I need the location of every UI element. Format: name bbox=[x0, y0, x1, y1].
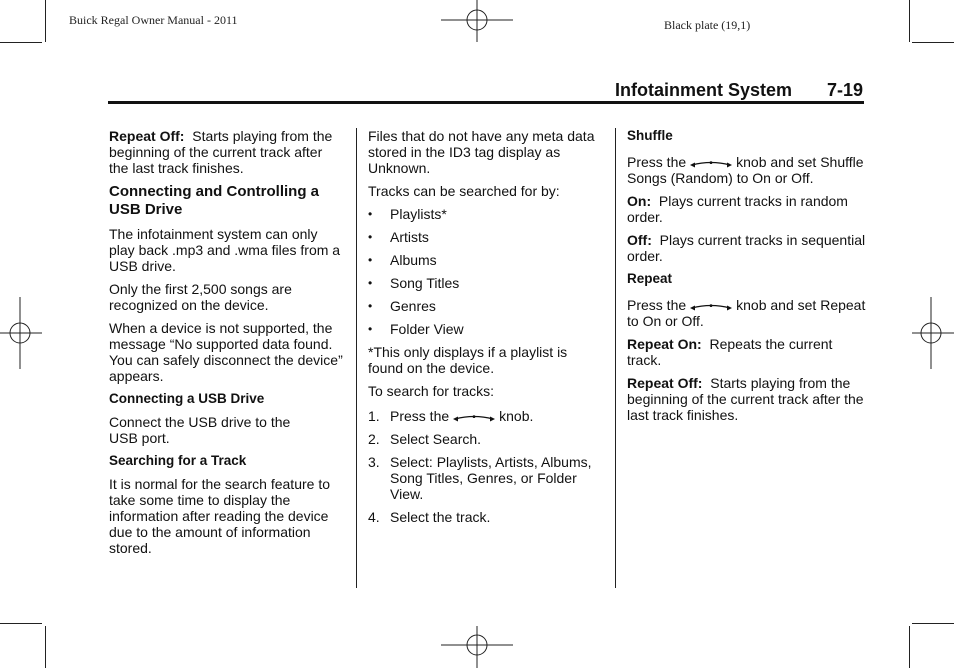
shuffle-on-para bbox=[627, 193, 867, 225]
section-title: Infotainment System bbox=[615, 80, 793, 100]
search-category-item: • Genres bbox=[368, 298, 606, 314]
shuffle-para bbox=[627, 154, 867, 186]
repeat-on-label: Repeat On: bbox=[627, 336, 702, 352]
search-by-para: Tracks can be searched for by: bbox=[368, 183, 560, 199]
step-number: 4. bbox=[368, 509, 380, 525]
manual-title: Buick Regal Owner Manual - 2011 bbox=[69, 13, 238, 27]
step-item bbox=[368, 431, 606, 447]
step-item bbox=[368, 454, 606, 502]
search-text: It is normal for the search feature to take some time to display the information after reading the device due to the amount of information stored. bbox=[109, 476, 330, 556]
column-3 bbox=[627, 128, 867, 430]
step-text: Select the track. bbox=[390, 509, 491, 525]
search-steps bbox=[368, 408, 606, 525]
search-category-item: • Albums bbox=[368, 252, 606, 268]
tune-knob-icon bbox=[452, 413, 496, 423]
usb-para-2: Only the first 2,500 songs are recognized on the device. bbox=[109, 281, 292, 313]
off-text: Plays current tracks in sequential order. bbox=[627, 232, 866, 264]
search-category-item: • Artists bbox=[368, 229, 606, 245]
usb-para-3: When a device is not supported, the message “No supported data found. You can safely disconnect the device” appears. bbox=[109, 320, 343, 384]
connect-text: Connect the USB drive to the USB port. bbox=[109, 414, 291, 446]
step-number: 1. bbox=[368, 408, 380, 424]
column-divider-1 bbox=[356, 128, 357, 588]
search-heading: Searching for a Track bbox=[109, 453, 247, 468]
repeat-heading: Repeat bbox=[627, 271, 673, 286]
repeat-off-label: Repeat Off: bbox=[109, 128, 185, 144]
tune-knob-icon bbox=[689, 302, 733, 312]
step-text: Press the bbox=[390, 408, 450, 424]
connect-heading: Connecting a USB Drive bbox=[109, 391, 265, 406]
shuffle-off-para bbox=[627, 232, 867, 264]
repeat-post: knob and set Repeat to On or Off. bbox=[627, 297, 866, 329]
repeat-on-para bbox=[627, 336, 867, 368]
step-number: 3. bbox=[368, 454, 380, 470]
step-item bbox=[368, 509, 606, 525]
repeat-off-text: Starts playing from the beginning of the current track after the last track finishes. bbox=[109, 128, 333, 176]
tune-knob-icon bbox=[689, 159, 733, 169]
search-category-item: • Song Titles bbox=[368, 275, 606, 291]
shuffle-pre: Press the bbox=[627, 154, 687, 170]
column-divider-2 bbox=[615, 128, 616, 588]
column-1 bbox=[109, 128, 345, 563]
repeat-on-text: Repeats the current track. bbox=[627, 336, 833, 368]
shuffle-heading: Shuffle bbox=[627, 128, 673, 143]
usb-para-1: The infotainment system can only play back .mp3 and .wma files from a USB drive. bbox=[109, 226, 341, 274]
repeat-off-text-2: Starts playing from the beginning of the current track after the last track finishes. bbox=[627, 375, 864, 423]
repeat-off-label-2: Repeat Off: bbox=[627, 375, 703, 391]
step-text: Select: Playlists, Artists, Albums, Song Titles, Genres, or Folder View. bbox=[390, 454, 592, 502]
on-text: Plays current tracks in random order. bbox=[627, 193, 848, 225]
metadata-para: Files that do not have any meta data stored in the ID3 tag display as Unknown. bbox=[368, 128, 595, 176]
repeat-para bbox=[627, 297, 867, 329]
search-category-list bbox=[368, 206, 606, 337]
step-item bbox=[368, 408, 606, 424]
shuffle-post: knob and set Shuffle Songs (Random) to On or Off. bbox=[627, 154, 864, 186]
step-text: knob. bbox=[499, 408, 534, 424]
column-2 bbox=[368, 128, 606, 532]
usb-heading: Connecting and Controlling a USB Drive bbox=[109, 183, 319, 218]
repeat-off-para-2 bbox=[627, 375, 867, 423]
search-category-item: • Playlists* bbox=[368, 206, 606, 222]
step-text: Select Search. bbox=[390, 431, 482, 447]
search-category-item: • Folder View bbox=[368, 321, 606, 337]
playlist-note: *This only displays if a playlist is found on the device. bbox=[368, 344, 568, 376]
page-number: 7-19 bbox=[827, 80, 864, 100]
plate-label: Black plate (19,1) bbox=[664, 18, 751, 32]
repeat-off-paragraph bbox=[109, 128, 345, 176]
header-rule bbox=[108, 101, 864, 104]
off-label: Off: bbox=[627, 232, 652, 248]
repeat-pre: Press the bbox=[627, 297, 687, 313]
step-number: 2. bbox=[368, 431, 380, 447]
to-search-para: To search for tracks: bbox=[368, 383, 495, 399]
on-label: On: bbox=[627, 193, 652, 209]
